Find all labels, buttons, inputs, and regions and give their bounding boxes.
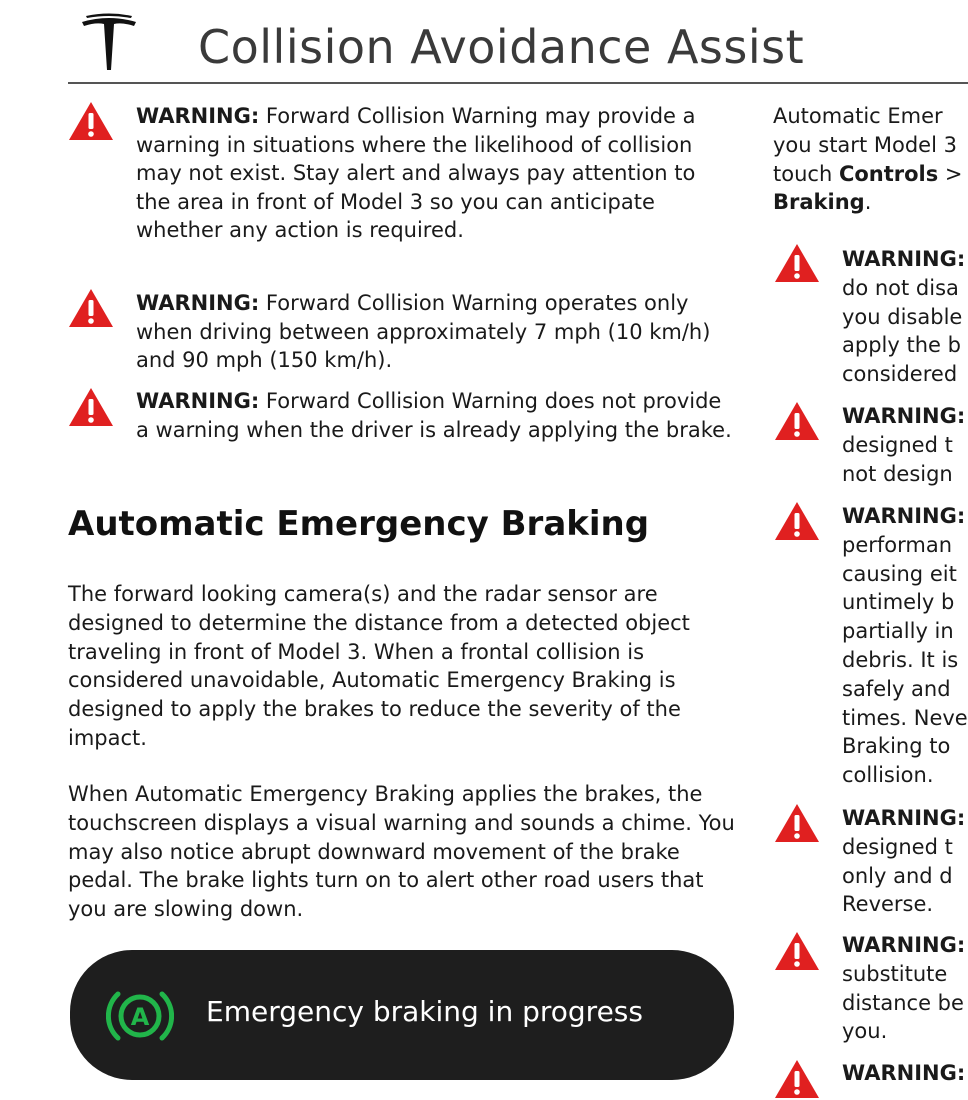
right-warning-4 bbox=[842, 804, 965, 919]
right-intro-period: . bbox=[864, 190, 872, 215]
auto-brake-icon bbox=[106, 988, 174, 1044]
warning-label: WARNING: bbox=[136, 389, 260, 413]
controls-label: Controls bbox=[838, 161, 939, 186]
right-intro-arrow: > bbox=[938, 161, 963, 186]
braking-label: Braking bbox=[773, 190, 865, 215]
right-line: designed t bbox=[842, 432, 953, 457]
banner-text: Emergency braking in progress bbox=[206, 995, 643, 1028]
warning-text-2 bbox=[136, 289, 736, 375]
warning-label: WARNING: bbox=[842, 806, 966, 830]
right-line: distance be bbox=[842, 990, 964, 1015]
right-line: apply the b bbox=[842, 333, 961, 358]
section-title: Automatic Emergency Braking bbox=[68, 504, 650, 544]
right-warning-3 bbox=[842, 502, 968, 790]
right-intro bbox=[773, 102, 968, 217]
warning-label: WARNING: bbox=[136, 104, 260, 128]
section-paragraph-2: When Automatic Emergency Braking applies the brakes, the touchscreen displays a visual warning and sounds a chime. You may also notice abrupt downward movement of the brake pedal. The brake lights turn on to alert other road users that you are slowing down. bbox=[68, 782, 735, 922]
right-line: considered bbox=[842, 362, 958, 387]
right-line: Reverse. bbox=[842, 892, 934, 917]
right-line: you. bbox=[842, 1019, 888, 1044]
warning-text-3 bbox=[136, 387, 736, 444]
warning-label: WARNING: bbox=[842, 504, 966, 528]
right-line: you disable bbox=[842, 304, 963, 329]
right-line: partially in bbox=[842, 619, 954, 644]
warning-label: WARNING: bbox=[842, 404, 966, 428]
warning-icon bbox=[774, 242, 820, 284]
right-line: times. Neve bbox=[842, 705, 968, 730]
warning-icon bbox=[774, 1058, 820, 1100]
right-line: debris. It is bbox=[842, 647, 959, 672]
right-line: not design bbox=[842, 461, 953, 486]
warning-label: WARNING: bbox=[842, 1061, 966, 1085]
warning-icon bbox=[774, 400, 820, 442]
warning-label: WARNING: bbox=[842, 933, 966, 957]
section-paragraph-1: The forward looking camera(s) and the radar sensor are designed to determine the distance from a detected object traveling in front of Model 3. When a frontal collision is considered unavoidable, Automatic Emergency Braking is designed to apply the brakes to reduce the severity of the impact. bbox=[68, 582, 690, 750]
right-warning-6 bbox=[842, 1059, 965, 1088]
warning-text-1 bbox=[136, 102, 736, 245]
right-line: designed t bbox=[842, 834, 953, 859]
right-line: do not disa bbox=[842, 275, 959, 300]
warning-icon bbox=[68, 287, 114, 329]
right-line: Braking to bbox=[842, 734, 951, 759]
right-warning-1 bbox=[842, 245, 965, 389]
right-intro-line: you start Model 3 bbox=[773, 132, 957, 157]
right-line: only and d bbox=[842, 863, 953, 888]
warning-icon bbox=[774, 802, 820, 844]
right-warning-2 bbox=[842, 402, 965, 488]
emergency-braking-banner bbox=[70, 950, 734, 1080]
right-line: collision. bbox=[842, 763, 934, 788]
warning-body: Forward Collision Warning may provide a warning in situations where the likelihood of collision may not exist. Stay alert and always pay attention to the area in front of Model 3 so you can anticipate whether any action is required. bbox=[136, 104, 696, 242]
warning-icon bbox=[774, 500, 820, 542]
auto-brake-letter: A bbox=[130, 1003, 150, 1031]
warning-label: WARNING: bbox=[136, 291, 260, 315]
tesla-logo-icon bbox=[78, 12, 140, 74]
warning-body: Forward Collision Warning operates only when driving between approximately 7 mph (10 km/h) and 90 mph (150 km/h). bbox=[136, 291, 711, 372]
header-rule bbox=[68, 82, 968, 84]
right-line: safely and bbox=[842, 676, 951, 701]
right-intro-line: touch bbox=[773, 161, 839, 186]
page-title: Collision Avoidance Assist bbox=[198, 20, 805, 74]
warning-icon bbox=[68, 100, 114, 142]
warning-label: WARNING: bbox=[842, 247, 966, 271]
right-line: performan bbox=[842, 532, 953, 557]
right-line: untimely b bbox=[842, 590, 955, 615]
right-warning-5 bbox=[842, 931, 965, 1046]
right-line: substitute bbox=[842, 961, 948, 986]
warning-body: Forward Collision Warning does not provide a warning when the driver is already applying the brake. bbox=[136, 389, 732, 442]
warning-icon bbox=[774, 930, 820, 972]
warning-icon bbox=[68, 386, 114, 428]
right-line: causing eit bbox=[842, 561, 957, 586]
right-intro-line: Automatic Emer bbox=[773, 104, 943, 128]
